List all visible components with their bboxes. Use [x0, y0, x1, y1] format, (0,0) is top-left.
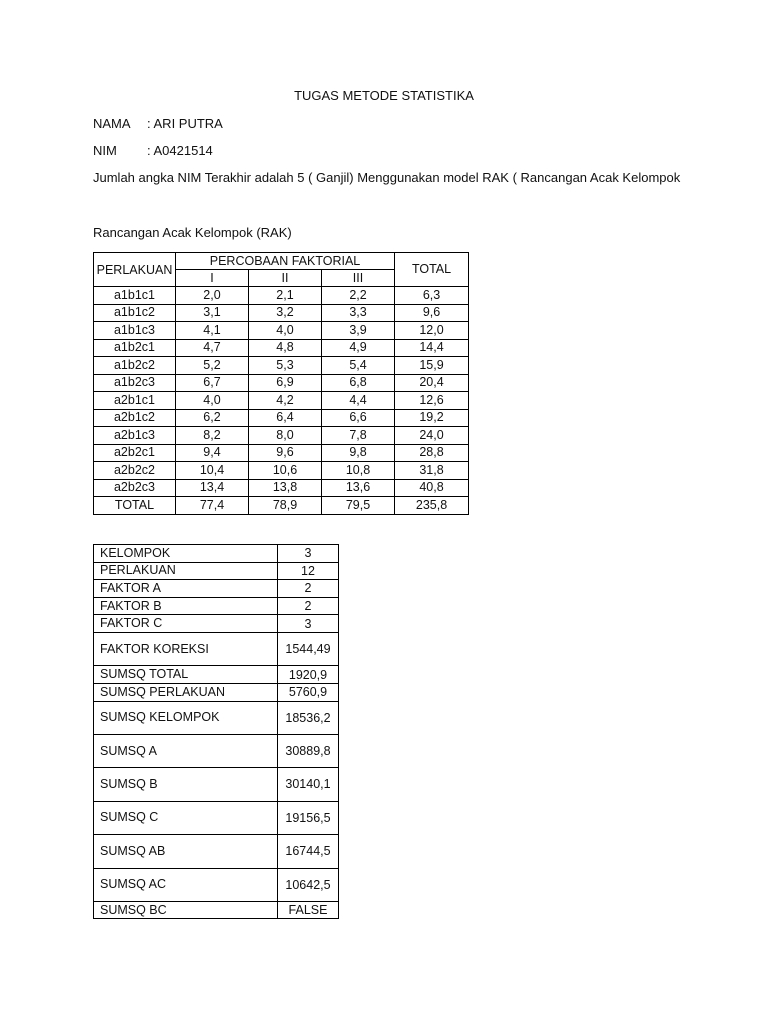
param-label-cell: SUMSQ AC	[94, 868, 278, 901]
row-label-cell: a1b2c1	[94, 339, 176, 357]
sub-col-header: I	[176, 270, 249, 287]
sub-col-header: II	[249, 270, 322, 287]
param-label-cell: FAKTOR B	[94, 597, 278, 615]
param-label-cell: FAKTOR A	[94, 580, 278, 598]
row-total-cell: 24,0	[395, 427, 469, 445]
grand-total-cell: 235,8	[395, 497, 469, 515]
value-cell: 13,8	[249, 479, 322, 497]
description-text: Jumlah angka NIM Terakhir adalah 5 ( Ganjil) Menggunakan model RAK ( Rancangan Acak Kelompok	[93, 170, 681, 185]
document-title: TUGAS METODE STATISTIKA	[294, 88, 474, 103]
table-row	[94, 545, 339, 563]
param-label-cell: SUMSQ AB	[94, 835, 278, 868]
value-cell: 2,0	[176, 287, 249, 305]
table-row	[94, 374, 469, 392]
row-label-cell: a2b1c1	[94, 392, 176, 410]
row-total-cell: 6,3	[395, 287, 469, 305]
value-cell: 10,4	[176, 462, 249, 480]
value-cell: 4,1	[176, 322, 249, 340]
param-value-cell: 12	[278, 562, 339, 580]
table-row	[94, 683, 339, 701]
table-row	[94, 666, 339, 684]
table-row	[94, 768, 339, 801]
parameter-table	[93, 544, 339, 919]
table-row	[94, 444, 469, 462]
row-label-cell: a2b1c2	[94, 409, 176, 427]
value-cell: 6,7	[176, 374, 249, 392]
row-label-cell: a1b2c2	[94, 357, 176, 375]
col-header-total: TOTAL	[395, 253, 469, 287]
value-cell: 4,8	[249, 339, 322, 357]
table-row	[94, 868, 339, 901]
row-total-cell: 9,6	[395, 304, 469, 322]
param-value-cell: 18536,2	[278, 701, 339, 734]
table-row	[94, 357, 469, 375]
param-label-cell: KELOMPOK	[94, 545, 278, 563]
param-value-cell: 3	[278, 615, 339, 633]
value-cell: 6,2	[176, 409, 249, 427]
value-cell: 4,2	[249, 392, 322, 410]
param-value-cell: FALSE	[278, 901, 339, 919]
nim-value: : A0421514	[147, 143, 213, 158]
table-row	[94, 580, 339, 598]
value-cell: 5,3	[249, 357, 322, 375]
table-row	[94, 287, 469, 305]
value-cell: 10,8	[322, 462, 395, 480]
table-row	[94, 409, 469, 427]
param-value-cell: 16744,5	[278, 835, 339, 868]
param-value-cell: 19156,5	[278, 801, 339, 834]
row-label-cell: a1b2c3	[94, 374, 176, 392]
table-row	[94, 734, 339, 767]
value-cell: 9,4	[176, 444, 249, 462]
param-label-cell: SUMSQ B	[94, 768, 278, 801]
total-label-cell: TOTAL	[94, 497, 176, 515]
param-label-cell: SUMSQ BC	[94, 901, 278, 919]
value-cell: 5,4	[322, 357, 395, 375]
row-total-cell: 15,9	[395, 357, 469, 375]
value-cell: 2,2	[322, 287, 395, 305]
param-value-cell: 1544,49	[278, 632, 339, 665]
value-cell: 5,2	[176, 357, 249, 375]
table-row	[94, 597, 339, 615]
table-row	[94, 392, 469, 410]
row-label-cell: a1b1c1	[94, 287, 176, 305]
value-cell: 4,0	[249, 322, 322, 340]
column-total-cell: 78,9	[249, 497, 322, 515]
param-value-cell: 2	[278, 580, 339, 598]
row-total-cell: 19,2	[395, 409, 469, 427]
row-total-cell: 31,8	[395, 462, 469, 480]
value-cell: 7,8	[322, 427, 395, 445]
param-value-cell: 30889,8	[278, 734, 339, 767]
table-row	[94, 835, 339, 868]
value-cell: 3,1	[176, 304, 249, 322]
row-total-cell: 28,8	[395, 444, 469, 462]
sub-col-header: III	[322, 270, 395, 287]
value-cell: 4,7	[176, 339, 249, 357]
param-label-cell: FAKTOR KOREKSI	[94, 632, 278, 665]
table-row	[94, 615, 339, 633]
row-total-cell: 14,4	[395, 339, 469, 357]
table-row	[94, 479, 469, 497]
value-cell: 13,6	[322, 479, 395, 497]
table-row	[94, 901, 339, 919]
table-row	[94, 632, 339, 665]
param-label-cell: FAKTOR C	[94, 615, 278, 633]
table-row	[94, 701, 339, 734]
table-row	[94, 562, 339, 580]
column-total-cell: 79,5	[322, 497, 395, 515]
param-label-cell: SUMSQ C	[94, 801, 278, 834]
param-label-cell: SUMSQ A	[94, 734, 278, 767]
value-cell: 2,1	[249, 287, 322, 305]
value-cell: 6,8	[322, 374, 395, 392]
row-total-cell: 12,6	[395, 392, 469, 410]
nim-line	[93, 143, 213, 158]
name-label: NAMA	[93, 116, 131, 131]
param-label-cell: PERLAKUAN	[94, 562, 278, 580]
table-row	[94, 339, 469, 357]
row-label-cell: a2b2c2	[94, 462, 176, 480]
value-cell: 3,9	[322, 322, 395, 340]
col-header-percobaan: PERCOBAAN FAKTORIAL	[176, 253, 395, 270]
value-cell: 4,4	[322, 392, 395, 410]
row-total-cell: 20,4	[395, 374, 469, 392]
param-value-cell: 30140,1	[278, 768, 339, 801]
value-cell: 10,6	[249, 462, 322, 480]
table-row	[94, 304, 469, 322]
name-value: : ARI PUTRA	[147, 116, 223, 131]
value-cell: 8,0	[249, 427, 322, 445]
value-cell: 9,8	[322, 444, 395, 462]
value-cell: 9,6	[249, 444, 322, 462]
param-label-cell: SUMSQ KELOMPOK	[94, 701, 278, 734]
value-cell: 8,2	[176, 427, 249, 445]
param-label-cell: SUMSQ PERLAKUAN	[94, 683, 278, 701]
value-cell: 13,4	[176, 479, 249, 497]
name-line	[93, 116, 223, 131]
row-label-cell: a2b2c1	[94, 444, 176, 462]
value-cell: 6,6	[322, 409, 395, 427]
nim-label: NIM	[93, 143, 117, 158]
param-label-cell: SUMSQ TOTAL	[94, 666, 278, 684]
param-value-cell: 1920,9	[278, 666, 339, 684]
value-cell: 6,9	[249, 374, 322, 392]
value-cell: 6,4	[249, 409, 322, 427]
value-cell: 4,0	[176, 392, 249, 410]
row-label-cell: a1b1c3	[94, 322, 176, 340]
param-value-cell: 2	[278, 597, 339, 615]
row-label-cell: a1b1c2	[94, 304, 176, 322]
value-cell: 3,2	[249, 304, 322, 322]
rak-table	[93, 252, 469, 515]
total-row	[94, 497, 469, 515]
rak-table-heading: Rancangan Acak Kelompok (RAK)	[93, 225, 292, 240]
row-label-cell: a2b2c3	[94, 479, 176, 497]
param-value-cell: 5760,9	[278, 683, 339, 701]
row-label-cell: a2b1c3	[94, 427, 176, 445]
table-row	[94, 427, 469, 445]
row-total-cell: 40,8	[395, 479, 469, 497]
table-row	[94, 462, 469, 480]
column-total-cell: 77,4	[176, 497, 249, 515]
value-cell: 4,9	[322, 339, 395, 357]
table-row	[94, 801, 339, 834]
table-row	[94, 322, 469, 340]
param-value-cell: 10642,5	[278, 868, 339, 901]
col-header-perlakuan: PERLAKUAN	[94, 253, 176, 287]
value-cell: 3,3	[322, 304, 395, 322]
param-value-cell: 3	[278, 545, 339, 563]
row-total-cell: 12,0	[395, 322, 469, 340]
